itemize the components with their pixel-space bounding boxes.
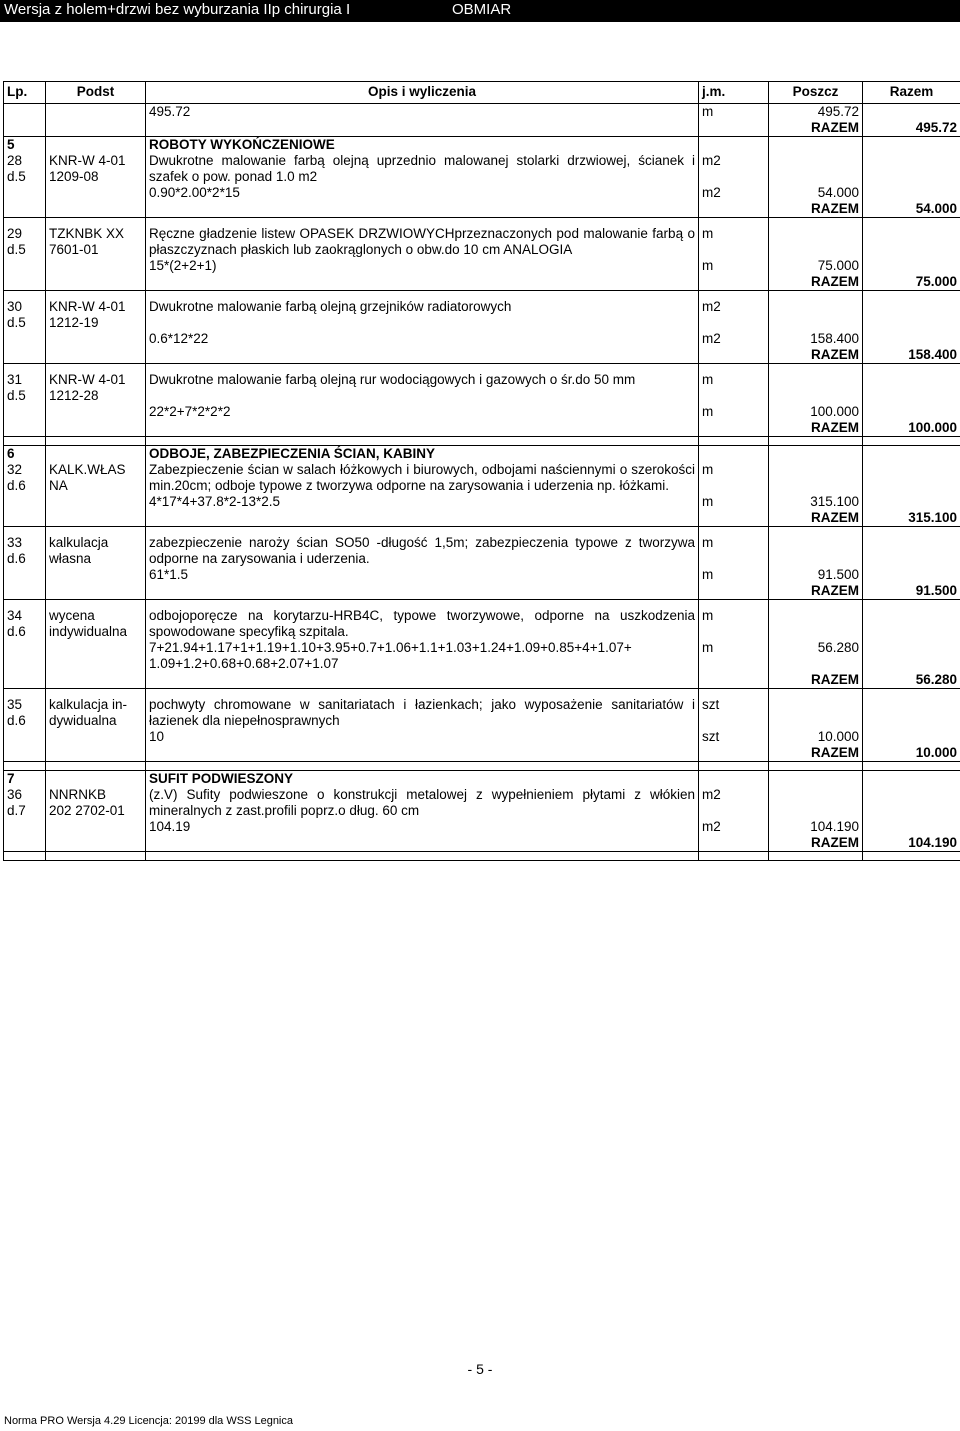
formula-text: 0.6*12*22 bbox=[146, 331, 699, 347]
razem-row bbox=[4, 583, 960, 600]
position-chapter: d.6 bbox=[7, 624, 26, 639]
formula-unit: szt bbox=[699, 729, 769, 745]
formula-unit: m bbox=[699, 258, 769, 274]
position-description: Dwukrotne malowanie farbą olejną uprzednio malowanej stolarki drzwiowej, ścianek i szafek o pow. ponad 1.0 m2 bbox=[146, 153, 699, 185]
formula-unit: m2 bbox=[699, 819, 769, 835]
position-basis bbox=[46, 299, 146, 331]
formula-value: 158.400 bbox=[769, 331, 863, 347]
formula-value: 56.280 bbox=[769, 640, 863, 672]
razem-row bbox=[4, 420, 960, 437]
position-description: Ręczne gładzenie listew OPASEK DRZWIOWYCHprzeznaczonych pod malowanie farbą o płaszczyznach płaskich lub zaokrąglonych o obw.do 10 cm ANALOGIA bbox=[146, 226, 699, 258]
position-row bbox=[4, 372, 960, 404]
formula-value: 10.000 bbox=[769, 729, 863, 745]
position-row bbox=[4, 787, 960, 819]
formula-row bbox=[4, 729, 960, 745]
position-description: zabezpieczenie narożу ścian SO50 -długość 1,5m; zabezpieczenia typowe z tworzywa odporne na zarysowania i uderzenia. bbox=[146, 535, 699, 567]
position-unit: m2 bbox=[699, 299, 769, 331]
position-number: 33 bbox=[7, 535, 23, 550]
razem-value: 104.190 bbox=[863, 835, 960, 852]
position-unit: m2 bbox=[699, 787, 769, 819]
razem-row bbox=[4, 510, 960, 527]
razem-label: RAZEM bbox=[769, 201, 863, 218]
position-unit: m2 bbox=[699, 153, 769, 185]
razem-value: 56.280 bbox=[863, 672, 960, 689]
position-description: (z.V) Sufity podwieszone o konstrukcji metalowej z wypełnieniem płytami z włókien mineralnych z zast.profili poprz.o dług. 60 cm bbox=[146, 787, 699, 819]
section-number: 5 bbox=[4, 137, 46, 154]
razem-value: 10.000 bbox=[863, 745, 960, 762]
document-type: OBMIAR bbox=[452, 1, 512, 18]
formula-value: 54.000 bbox=[769, 185, 863, 201]
razem-value: 100.000 bbox=[863, 420, 960, 437]
basis-code: KNR-W 4-01 bbox=[49, 299, 126, 314]
column-header-opis: Opis i wyliczenia bbox=[146, 82, 699, 104]
razem-value: 91.500 bbox=[863, 583, 960, 600]
basis-code: NNRNKB bbox=[49, 787, 107, 802]
position-row bbox=[4, 697, 960, 729]
razem-row bbox=[4, 672, 960, 689]
razem-value: 495.72 bbox=[863, 120, 960, 137]
position-row bbox=[4, 299, 960, 331]
position-lp bbox=[4, 299, 46, 331]
position-description: pochwyty chromowane w sanitariatach i łazienkach; jako wyposażenie sanitariatów i łazienek dla niepełnosprawnych bbox=[146, 697, 699, 729]
position-number: 28 bbox=[7, 153, 23, 168]
position-row bbox=[4, 462, 960, 494]
position-number: 29 bbox=[7, 226, 23, 241]
row-separator bbox=[4, 689, 960, 698]
position-basis bbox=[46, 608, 146, 640]
position-lp bbox=[4, 608, 46, 640]
basis-code: kalkulacja in- bbox=[49, 697, 128, 712]
position-row bbox=[4, 153, 960, 185]
basis-catalog: 1209-08 bbox=[49, 169, 99, 184]
position-lp bbox=[4, 787, 46, 819]
position-unit: m bbox=[699, 372, 769, 404]
formula-row bbox=[4, 494, 960, 510]
position-number: 34 bbox=[7, 608, 23, 623]
formula-row bbox=[4, 819, 960, 835]
formula-value: 104.190 bbox=[769, 819, 863, 835]
obmiar-table bbox=[3, 81, 960, 861]
position-chapter: d.5 bbox=[7, 242, 26, 257]
formula-value: 75.000 bbox=[769, 258, 863, 274]
position-number: 32 bbox=[7, 462, 23, 477]
razem-row bbox=[4, 201, 960, 218]
razem-value: 75.000 bbox=[863, 274, 960, 291]
position-basis bbox=[46, 697, 146, 729]
razem-value: 315.100 bbox=[863, 510, 960, 527]
row-separator bbox=[4, 600, 960, 609]
position-number: 36 bbox=[7, 787, 23, 802]
formula-text: 61*1.5 bbox=[146, 567, 699, 583]
position-row bbox=[4, 535, 960, 567]
section-number: 6 bbox=[4, 446, 46, 463]
position-basis bbox=[46, 787, 146, 819]
position-description: Dwukrotne malowanie farbą olejną rur wodociągowych i gazowych o śr.do 50 mm bbox=[146, 372, 699, 404]
position-chapter: d.6 bbox=[7, 478, 26, 493]
position-basis bbox=[46, 226, 146, 258]
position-description: Dwukrotne malowanie farbą olejną grzejników radiatorowych bbox=[146, 299, 699, 331]
basis-catalog: 1212-28 bbox=[49, 388, 99, 403]
column-header-jm: j.m. bbox=[699, 82, 769, 104]
column-header-poszcz: Poszcz bbox=[769, 82, 863, 104]
position-basis bbox=[46, 462, 146, 494]
razem-label: RAZEM bbox=[769, 120, 863, 137]
razem-label: RAZEM bbox=[769, 745, 863, 762]
formula-text: 22*2+7*2*2*2 bbox=[146, 404, 699, 420]
position-unit: szt bbox=[699, 697, 769, 729]
formula-unit: m2 bbox=[699, 185, 769, 201]
obmiar-document bbox=[3, 81, 960, 861]
position-unit: m bbox=[699, 608, 769, 640]
section-header-row bbox=[4, 137, 960, 154]
razem-row bbox=[4, 274, 960, 291]
carry-over-razem-row bbox=[4, 120, 960, 137]
position-chapter: d.6 bbox=[7, 713, 26, 728]
formula-text: 15*(2+2+1) bbox=[146, 258, 699, 274]
position-row bbox=[4, 226, 960, 258]
razem-value: 54.000 bbox=[863, 201, 960, 218]
position-unit: m bbox=[699, 535, 769, 567]
document-title: Wersja z holem+drzwi bez wyburzania IIp chirurgia I bbox=[4, 1, 351, 18]
razem-label: RAZEM bbox=[769, 672, 863, 689]
basis-code: KALK.WŁAS bbox=[49, 462, 126, 477]
position-description: Zabezpieczenie ścian w salach łóżkowych i biurowych, odbojami naściennymi o szerokości min.20cm; odboje typowe z tworzywa odporne na zarysowania i uderzenia np. łóżkami. bbox=[146, 462, 699, 494]
row-separator bbox=[4, 762, 960, 771]
position-lp bbox=[4, 153, 46, 185]
column-header-razem: Razem bbox=[863, 82, 960, 104]
position-chapter: d.5 bbox=[7, 315, 26, 330]
position-chapter: d.5 bbox=[7, 169, 26, 184]
basis-catalog: dywidualna bbox=[49, 713, 117, 728]
formula-text: 7+21.94+1.17+1+1.19+1.10+3.95+0.7+1.06+1.1+1.03+1.24+1.09+0.85+4+1.07+ 1.09+1.2+0.68+0.68+2.07+1.07 bbox=[146, 640, 699, 672]
razem-value: 158.400 bbox=[863, 347, 960, 364]
carry-over-poszcz: 495.72 bbox=[769, 104, 863, 121]
formula-text: 0.90*2.00*2*15 bbox=[146, 185, 699, 201]
formula-unit: m bbox=[699, 494, 769, 510]
document-header bbox=[0, 0, 960, 22]
section-title: ODBOJE, ZABEZPIECZENIA ŚCIAN, KABINY bbox=[146, 446, 699, 463]
formula-row bbox=[4, 331, 960, 347]
formula-unit: m bbox=[699, 640, 769, 672]
position-basis bbox=[46, 153, 146, 185]
basis-code: KNR-W 4-01 bbox=[49, 153, 126, 168]
column-header-podst: Podst bbox=[46, 82, 146, 104]
formula-value: 91.500 bbox=[769, 567, 863, 583]
formula-row bbox=[4, 258, 960, 274]
basis-catalog: 7601-01 bbox=[49, 242, 99, 257]
basis-catalog: 202 2702-01 bbox=[49, 803, 125, 818]
column-header-lp: Lp. bbox=[4, 82, 46, 104]
position-lp bbox=[4, 535, 46, 567]
section-number: 7 bbox=[4, 771, 46, 788]
carry-over-row bbox=[4, 104, 960, 121]
position-basis bbox=[46, 372, 146, 404]
position-unit: m bbox=[699, 226, 769, 258]
razem-row bbox=[4, 835, 960, 852]
basis-catalog: własna bbox=[49, 551, 92, 566]
position-lp bbox=[4, 372, 46, 404]
position-lp bbox=[4, 462, 46, 494]
position-chapter: d.5 bbox=[7, 388, 26, 403]
razem-row bbox=[4, 745, 960, 762]
formula-text: 4*17*4+37.8*2-13*2.5 bbox=[146, 494, 699, 510]
carry-over-unit: m bbox=[699, 104, 769, 121]
row-separator bbox=[4, 364, 960, 373]
basis-catalog: NA bbox=[49, 478, 68, 493]
formula-value: 315.100 bbox=[769, 494, 863, 510]
basis-code: KNR-W 4-01 bbox=[49, 372, 126, 387]
position-chapter: d.6 bbox=[7, 551, 26, 566]
row-separator bbox=[4, 218, 960, 227]
position-number: 31 bbox=[7, 372, 23, 387]
section-title: SUFIT PODWIESZONY bbox=[146, 771, 699, 788]
carry-over-formula: 495.72 bbox=[146, 104, 699, 121]
position-basis bbox=[46, 535, 146, 567]
razem-label: RAZEM bbox=[769, 347, 863, 364]
formula-row bbox=[4, 640, 960, 672]
position-lp bbox=[4, 697, 46, 729]
razem-label: RAZEM bbox=[769, 420, 863, 437]
table-header-row bbox=[4, 82, 960, 104]
formula-row bbox=[4, 185, 960, 201]
position-unit: m bbox=[699, 462, 769, 494]
section-header-row bbox=[4, 771, 960, 788]
basis-code: kalkulacja bbox=[49, 535, 109, 550]
razem-label: RAZEM bbox=[769, 835, 863, 852]
position-chapter: d.7 bbox=[7, 803, 26, 818]
basis-code: TZKNBK XX bbox=[49, 226, 125, 241]
basis-catalog: 1212-19 bbox=[49, 315, 99, 330]
formula-unit: m bbox=[699, 404, 769, 420]
formula-row bbox=[4, 567, 960, 583]
formula-row bbox=[4, 404, 960, 420]
formula-text: 10 bbox=[146, 729, 699, 745]
formula-unit: m bbox=[699, 567, 769, 583]
page-number: - 5 - bbox=[467, 1361, 493, 1377]
row-separator bbox=[4, 852, 960, 861]
row-separator bbox=[4, 527, 960, 536]
section-title: ROBOTY WYKOŃCZENIOWE bbox=[146, 137, 699, 154]
basis-catalog: wycena indywidualna bbox=[49, 608, 128, 639]
formula-unit: m2 bbox=[699, 331, 769, 347]
row-separator bbox=[4, 437, 960, 446]
razem-row bbox=[4, 347, 960, 364]
razem-label: RAZEM bbox=[769, 274, 863, 291]
position-row bbox=[4, 608, 960, 640]
table-body bbox=[4, 104, 960, 861]
section-header-row bbox=[4, 446, 960, 463]
razem-label: RAZEM bbox=[769, 583, 863, 600]
position-number: 30 bbox=[7, 299, 23, 314]
position-lp bbox=[4, 226, 46, 258]
position-description: odbojoporęcze na korytarzu-HRB4C, typowe tworzywowe, odporne na uszkodzenia spowodowane specyfiką szpitala. bbox=[146, 608, 699, 640]
formula-text: 104.19 bbox=[146, 819, 699, 835]
position-number: 35 bbox=[7, 697, 23, 712]
razem-label: RAZEM bbox=[769, 510, 863, 527]
software-license-note: Norma PRO Wersja 4.29 Licencja: 20199 dla WSS Legnica bbox=[4, 1415, 293, 1427]
row-separator bbox=[4, 291, 960, 300]
formula-value: 100.000 bbox=[769, 404, 863, 420]
